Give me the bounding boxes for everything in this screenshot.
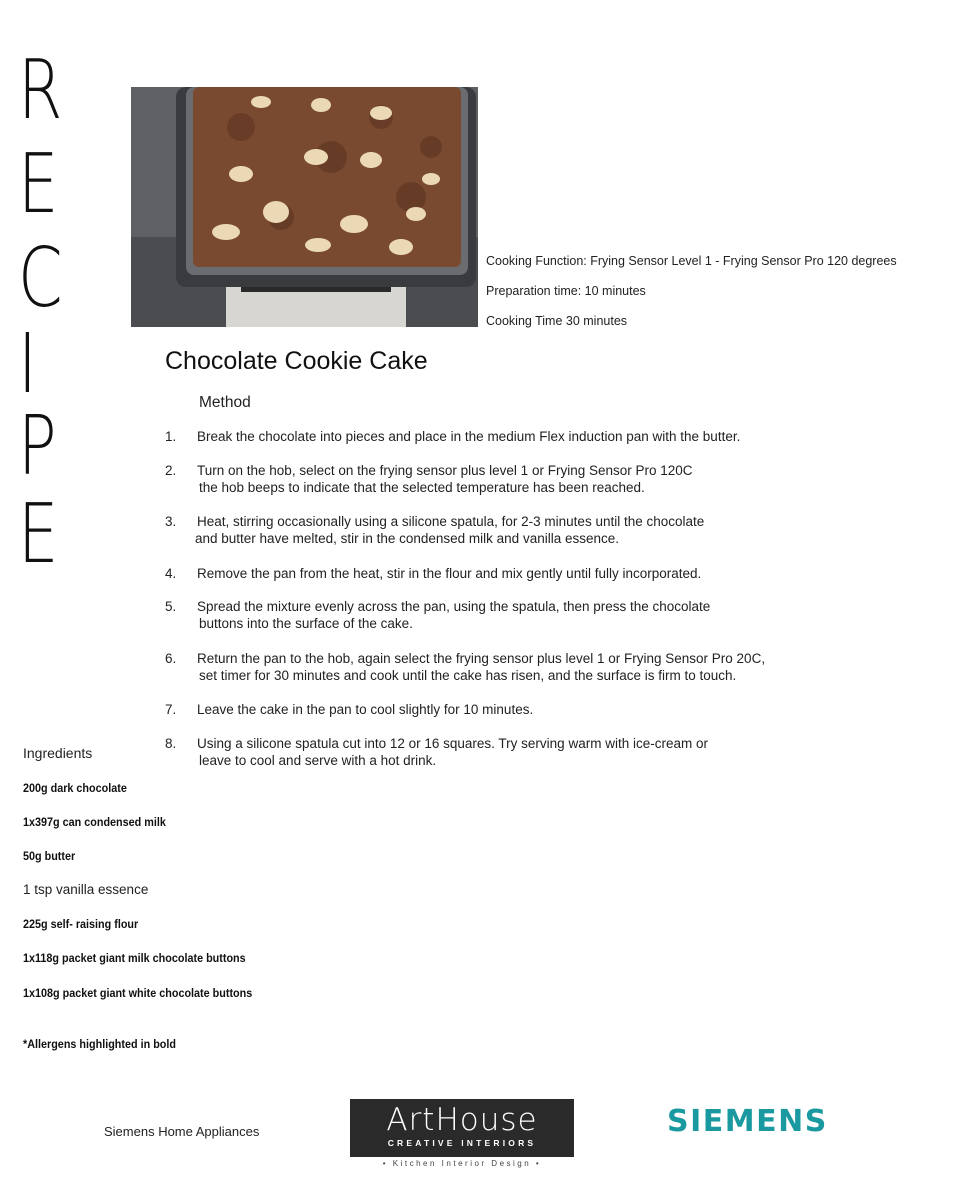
step-text: Turn on the hob, select on the frying sensor plus level 1 or Frying Sensor Pro 120C — [197, 463, 693, 478]
side-title-letter-i: I — [18, 317, 37, 412]
arthouse-logo — [350, 1099, 574, 1157]
method-heading: Method — [199, 394, 251, 411]
side-title-letter-r: R — [18, 43, 63, 138]
step-number: 1. — [165, 429, 177, 444]
step-text: Heat, stirring occasionally using a silicone spatula, for 2-3 minutes until the chocolate — [197, 514, 705, 529]
preparation-time: Preparation time: 10 minutes — [486, 284, 646, 298]
arthouse-tagline: • Kitchen Interior Design • — [382, 1159, 542, 1168]
ingredient-item: 50g butter — [23, 849, 76, 863]
ingredient-item: 1x118g packet giant milk chocolate buttons — [23, 951, 246, 965]
ingredient-item: 1x397g can condensed milk — [23, 815, 166, 829]
cooking-function: Cooking Function: Frying Sensor Level 1 - Frying Sensor Pro 120 degrees — [486, 254, 897, 268]
cake-in-tray-illustration — [131, 87, 478, 327]
step-number: 8. — [165, 736, 177, 751]
footer-siemens-home-appliances: Siemens Home Appliances — [104, 1124, 260, 1139]
step-text: Break the chocolate into pieces and place in the medium Flex induction pan with the butter. — [197, 429, 741, 444]
siemens-logo: SIEMENS — [667, 1104, 828, 1139]
step-text: Using a silicone spatula cut into 12 or 16 squares. Try serving warm with ice-cream or — [197, 736, 708, 751]
step-text-continued: leave to cool and serve with a hot drink. — [199, 753, 437, 768]
step-text: Leave the cake in the pan to cool slightly for 10 minutes. — [197, 702, 534, 717]
step-number: 3. — [165, 514, 177, 529]
step-text-continued: the hob beeps to indicate that the selected temperature has been reached. — [199, 480, 645, 495]
side-title-letter-e: E — [18, 137, 59, 232]
arthouse-logo-sub: CREATIVE INTERIORS — [387, 1138, 537, 1148]
recipe-title: Chocolate Cookie Cake — [165, 347, 428, 375]
ingredient-item: 225g self- raising flour — [23, 917, 139, 931]
ingredient-item: 1x108g packet giant white chocolate buttons — [23, 986, 253, 1000]
allergen-note: *Allergens highlighted in bold — [23, 1037, 176, 1051]
cooking-time: Cooking Time 30 minutes — [486, 314, 628, 328]
side-title-letter-p: P — [18, 399, 57, 494]
step-text-continued: set timer for 30 minutes and cook until the cake has risen, and the surface is firm to touch. — [199, 668, 737, 683]
step-number: 4. — [165, 566, 177, 581]
side-title-letter-e2: E — [18, 487, 59, 582]
step-text: Remove the pan from the heat, stir in the flour and mix gently until fully incorporated. — [197, 566, 702, 581]
step-text: Return the pan to the hob, again select the frying sensor plus level 1 or Frying Sensor Pro 20C, — [197, 651, 766, 666]
side-title-letter-c: C — [18, 231, 63, 326]
step-number: 2. — [165, 463, 177, 478]
recipe-photo — [131, 87, 478, 327]
step-number: 7. — [165, 702, 177, 717]
step-number: 6. — [165, 651, 177, 666]
step-text-continued: buttons into the surface of the cake. — [199, 616, 413, 631]
ingredients-heading: Ingredients — [23, 745, 93, 761]
step-text-continued: and butter have melted, stir in the condensed milk and vanilla essence. — [195, 531, 619, 546]
step-number: 5. — [165, 599, 177, 614]
ingredient-item: 200g dark chocolate — [23, 781, 127, 795]
ingredient-item: 1 tsp vanilla essence — [23, 882, 149, 897]
step-text: Spread the mixture evenly across the pan, using the spatula, then press the chocolate — [197, 599, 711, 614]
arthouse-logo-main: ArtHouse — [386, 1102, 538, 1138]
